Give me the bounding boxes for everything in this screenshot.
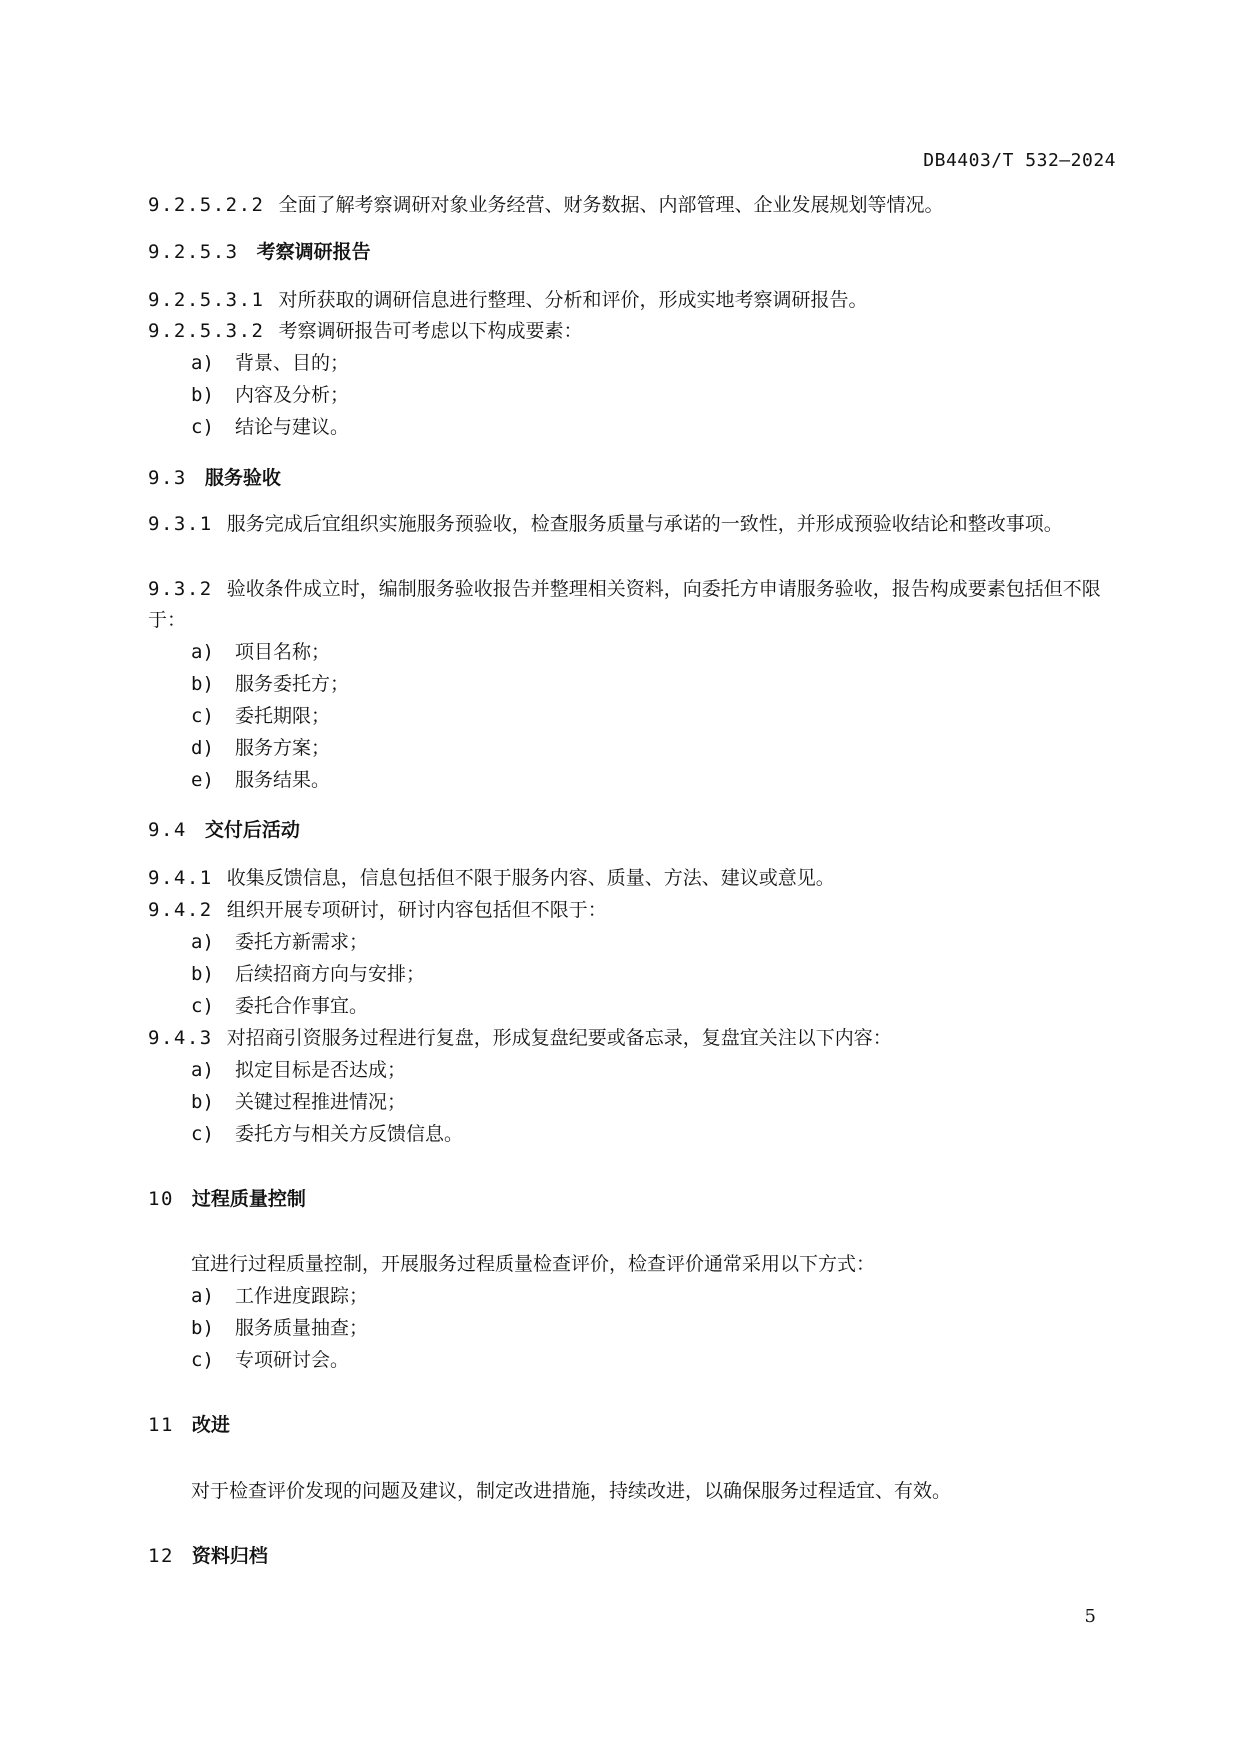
list-marker: c) xyxy=(191,995,214,1017)
clause-9-2-5-2-2 xyxy=(148,193,943,217)
list-item xyxy=(191,1348,349,1372)
list-marker: a) xyxy=(191,1285,214,1307)
heading-number: 9.3 xyxy=(148,467,187,489)
clause-9-2-5-3-1 xyxy=(148,288,867,312)
clause-text: 组织开展专项研讨，研讨内容包括但不限于： xyxy=(226,899,607,921)
list-text: 委托合作事宜。 xyxy=(235,995,369,1017)
document-code: DB4403/T 532—2024 xyxy=(923,150,1116,171)
clause-number: 9.3.2 xyxy=(148,578,213,600)
clause-text: 对所获取的调研信息进行整理、分析和评价，形成实地考察调研报告。 xyxy=(278,289,868,311)
heading-number: 10 xyxy=(148,1188,174,1210)
list-marker: a) xyxy=(191,1059,214,1081)
list-item xyxy=(191,383,349,407)
clause-9-3-2 xyxy=(148,574,1123,636)
heading-number: 11 xyxy=(148,1414,174,1436)
clause-number: 9.4.2 xyxy=(148,899,213,921)
heading-10 xyxy=(148,1187,306,1211)
list-marker: c) xyxy=(191,416,214,438)
list-text: 委托期限； xyxy=(235,705,331,727)
heading-number: 12 xyxy=(148,1545,174,1567)
heading-title: 资料归档 xyxy=(191,1545,268,1567)
clause-number: 9.4.1 xyxy=(148,867,213,889)
heading-12 xyxy=(148,1544,268,1568)
list-item xyxy=(191,640,330,664)
section-11-text: 对于检查评价发现的问题及建议，制定改进措施，持续改进，以确保服务过程适宜、有效。 xyxy=(191,1480,952,1502)
clause-number: 9.3.1 xyxy=(148,513,213,535)
clause-9-2-5-3-2 xyxy=(148,319,582,343)
section-10-text: 宜进行过程质量控制，开展服务过程质量检查评价，检查评价通常采用以下方式： xyxy=(191,1253,876,1275)
list-text: 背景、目的； xyxy=(235,352,350,374)
list-text: 内容及分析； xyxy=(235,384,350,406)
clause-number: 9.4.3 xyxy=(148,1027,213,1049)
clause-text: 全面了解考察调研对象业务经营、财务数据、内部管理、企业发展规划等情况。 xyxy=(278,194,944,216)
list-text: 委托方新需求； xyxy=(235,931,369,953)
list-marker: b) xyxy=(191,1091,214,1113)
list-marker: c) xyxy=(191,705,214,727)
list-text: 拟定目标是否达成； xyxy=(235,1059,407,1081)
list-marker: e) xyxy=(191,769,214,791)
clause-text: 服务完成后宜组织实施服务预验收，检查服务质量与承诺的一致性，并形成预验收结论和整改事项。 xyxy=(226,513,1063,535)
list-item xyxy=(191,1090,406,1114)
clause-9-3-1 xyxy=(148,509,1123,540)
heading-9-4 xyxy=(148,818,300,842)
page-number: 5 xyxy=(1084,1606,1096,1627)
heading-title: 过程质量控制 xyxy=(191,1188,306,1210)
clause-number: 9.2.5.3.1 xyxy=(148,289,265,311)
clause-text: 验收条件成立时，编制服务验收报告并整理相关资料，向委托方申请服务验收，报告构成要素包括但不限于： xyxy=(148,578,1101,631)
heading-title: 交付后活动 xyxy=(204,819,300,841)
list-text: 服务委托方； xyxy=(235,673,350,695)
heading-9-3 xyxy=(148,466,281,490)
list-marker: c) xyxy=(191,1349,214,1371)
heading-number: 9.4 xyxy=(148,819,187,841)
list-marker: a) xyxy=(191,641,214,663)
clause-number: 9.2.5.3.2 xyxy=(148,320,265,342)
list-marker: a) xyxy=(191,931,214,953)
list-text: 服务结果。 xyxy=(235,769,331,791)
clause-9-4-3 xyxy=(148,1026,892,1050)
list-item xyxy=(191,672,349,696)
list-text: 后续招商方向与安排； xyxy=(235,963,426,985)
heading-9-2-5-3 xyxy=(148,240,371,264)
list-marker: a) xyxy=(191,352,214,374)
clause-9-4-2 xyxy=(148,898,607,922)
clause-number: 9.2.5.2.2 xyxy=(148,194,265,216)
heading-title: 改进 xyxy=(191,1414,230,1436)
list-text: 专项研讨会。 xyxy=(235,1349,350,1371)
list-marker: b) xyxy=(191,673,214,695)
list-marker: d) xyxy=(191,737,214,759)
heading-11 xyxy=(148,1413,230,1437)
list-item xyxy=(191,1284,368,1308)
list-item xyxy=(191,351,349,375)
list-marker: b) xyxy=(191,963,214,985)
clause-text: 对招商引资服务过程进行复盘，形成复盘纪要或备忘录，复盘宜关注以下内容： xyxy=(226,1027,892,1049)
list-text: 委托方与相关方反馈信息。 xyxy=(235,1123,464,1145)
list-item xyxy=(191,768,330,792)
heading-number: 9.2.5.3 xyxy=(148,241,239,263)
clause-text: 考察调研报告可考虑以下构成要素： xyxy=(278,320,583,342)
list-item xyxy=(191,930,368,954)
list-item xyxy=(191,994,368,1018)
clause-9-4-1 xyxy=(148,866,835,890)
list-item xyxy=(191,1058,406,1082)
list-item xyxy=(191,1316,368,1340)
heading-title: 服务验收 xyxy=(204,467,281,489)
list-text: 服务方案； xyxy=(235,737,331,759)
list-item xyxy=(191,704,330,728)
list-marker: b) xyxy=(191,1317,214,1339)
list-marker: c) xyxy=(191,1123,214,1145)
list-marker: b) xyxy=(191,384,214,406)
clause-text: 收集反馈信息，信息包括但不限于服务内容、质量、方法、建议或意见。 xyxy=(226,867,835,889)
list-item xyxy=(191,415,349,439)
list-text: 关键过程推进情况； xyxy=(235,1091,407,1113)
list-text: 工作进度跟踪； xyxy=(235,1285,369,1307)
heading-title: 考察调研报告 xyxy=(256,241,371,263)
list-item xyxy=(191,962,425,986)
list-item xyxy=(191,736,330,760)
list-text: 结论与建议。 xyxy=(235,416,350,438)
list-text: 项目名称； xyxy=(235,641,331,663)
list-item xyxy=(191,1122,463,1146)
list-text: 服务质量抽查； xyxy=(235,1317,369,1339)
